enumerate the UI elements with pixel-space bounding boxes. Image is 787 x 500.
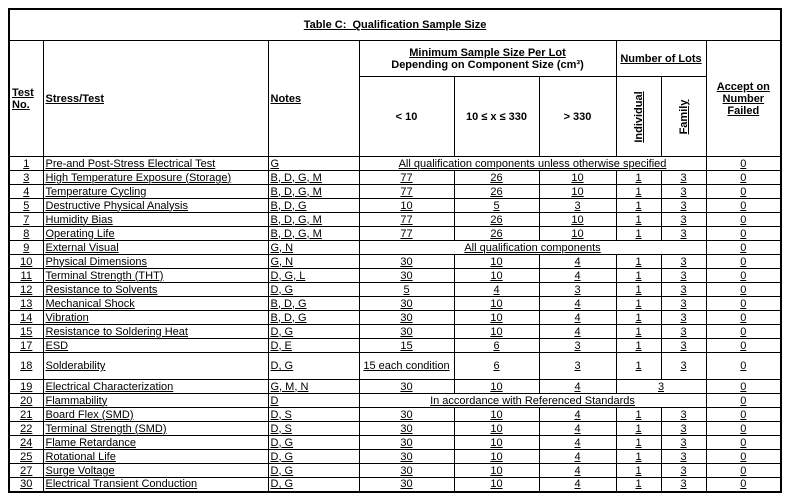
cell-notes: D, E [268,339,359,353]
cell-lots-individual: 1 [616,464,661,478]
cell-size-gt330: 3 [539,353,616,380]
cell-notes: B, D, G, M [268,227,359,241]
table-row [9,199,781,213]
cell-size-lt10: 30 [359,436,454,450]
cell-stress-test: ESD [43,339,268,353]
col-group-sample-size-line2: Depending on Component Size (cm³) [391,58,584,71]
cell-stress-test: Rotational Life [43,450,268,464]
cell-size-lt10: 30 [359,255,454,269]
cell-merged-note: All qualification components unless otherwise specified [359,157,706,171]
cell-accept-on-number-failed: 0 [706,311,781,325]
col-header-test-no: Test No. [9,41,43,157]
cell-lots-individual: 1 [616,478,661,492]
cell-accept-on-number-failed: 0 [706,353,781,380]
cell-test-no: 9 [9,241,43,255]
cell-size-gt330: 4 [539,464,616,478]
cell-test-no: 4 [9,185,43,199]
cell-stress-test: Temperature Cycling [43,185,268,199]
table-row [9,339,781,353]
table-row [9,269,781,283]
cell-size-10-330: 10 [454,311,539,325]
cell-size-10-330: 10 [454,380,539,394]
cell-lots-individual: 1 [616,199,661,213]
table-row [9,380,781,394]
cell-size-gt330: 4 [539,478,616,492]
cell-lots-family: 3 [661,478,706,492]
cell-notes: B, D, G, M [268,185,359,199]
table-row [9,325,781,339]
table-row [9,422,781,436]
cell-notes: B, D, G, M [268,171,359,185]
cell-test-no: 21 [9,408,43,422]
table-row [9,450,781,464]
cell-lots-individual: 1 [616,436,661,450]
cell-accept-on-number-failed: 0 [706,241,781,255]
cell-notes: G, N [268,241,359,255]
cell-size-10-330: 10 [454,422,539,436]
cell-test-no: 7 [9,213,43,227]
cell-lots-family: 3 [661,408,706,422]
cell-lots-family: 3 [661,269,706,283]
cell-accept-on-number-failed: 0 [706,157,781,171]
cell-lots-family: 3 [661,171,706,185]
cell-stress-test: High Temperature Exposure (Storage) [43,171,268,185]
cell-stress-test: Board Flex (SMD) [43,408,268,422]
cell-notes: B, D, G [268,297,359,311]
table-row [9,394,781,408]
cell-size-lt10: 30 [359,408,454,422]
cell-lots-individual: 1 [616,283,661,297]
qualification-sample-size-table [8,8,782,493]
cell-size-10-330: 26 [454,213,539,227]
cell-test-no: 30 [9,478,43,492]
cell-size-10-330: 6 [454,339,539,353]
cell-size-gt330: 4 [539,325,616,339]
cell-test-no: 20 [9,394,43,408]
cell-stress-test: Mechanical Shock [43,297,268,311]
cell-size-lt10: 77 [359,185,454,199]
cell-size-lt10: 5 [359,283,454,297]
cell-notes: G [268,157,359,171]
cell-accept-on-number-failed: 0 [706,380,781,394]
cell-size-10-330: 26 [454,185,539,199]
cell-lots-individual: 1 [616,213,661,227]
cell-lots-individual: 1 [616,185,661,199]
table-title: Table C: Qualification Sample Size [9,9,781,41]
table-row [9,185,781,199]
cell-notes: B, D, G [268,311,359,325]
cell-stress-test: Solderability [43,353,268,380]
cell-lots-family: 3 [661,422,706,436]
table-row [9,297,781,311]
cell-size-gt330: 10 [539,227,616,241]
cell-lots-individual: 1 [616,450,661,464]
cell-size-lt10: 77 [359,227,454,241]
cell-test-no: 13 [9,297,43,311]
cell-lots-family: 3 [661,297,706,311]
cell-accept-on-number-failed: 0 [706,325,781,339]
cell-size-10-330: 10 [454,464,539,478]
cell-test-no: 8 [9,227,43,241]
cell-stress-test: Destructive Physical Analysis [43,199,268,213]
cell-notes: D, G [268,464,359,478]
cell-accept-on-number-failed: 0 [706,213,781,227]
cell-notes: D, G [268,353,359,380]
cell-size-lt10: 77 [359,171,454,185]
col-group-sample-size-line1: Minimum Sample Size Per Lot [409,46,566,59]
cell-test-no: 1 [9,157,43,171]
cell-notes: D, G [268,450,359,464]
cell-test-no: 11 [9,269,43,283]
cell-accept-on-number-failed: 0 [706,339,781,353]
cell-accept-on-number-failed: 0 [706,185,781,199]
cell-size-lt10: 30 [359,269,454,283]
cell-size-gt330: 10 [539,213,616,227]
cell-lots-family: 3 [661,199,706,213]
col-header-lots-family [661,77,706,157]
cell-lots-individual: 1 [616,227,661,241]
cell-notes: D [268,394,359,408]
cell-size-gt330: 10 [539,171,616,185]
cell-test-no: 19 [9,380,43,394]
table-row [9,171,781,185]
cell-size-lt10: 30 [359,311,454,325]
cell-stress-test: Terminal Strength (SMD) [43,422,268,436]
cell-stress-test: Flame Retardance [43,436,268,450]
table-row [9,311,781,325]
cell-notes: D, G [268,283,359,297]
cell-test-no: 22 [9,422,43,436]
cell-accept-on-number-failed: 0 [706,422,781,436]
table-row [9,213,781,227]
cell-size-10-330: 10 [454,255,539,269]
cell-size-gt330: 3 [539,283,616,297]
cell-accept-on-number-failed: 0 [706,283,781,297]
cell-lots-family: 3 [661,436,706,450]
cell-test-no: 10 [9,255,43,269]
cell-lots-family: 3 [661,353,706,380]
cell-test-no: 12 [9,283,43,297]
cell-stress-test: Humidity Bias [43,213,268,227]
cell-size-lt10: 30 [359,450,454,464]
cell-test-no: 27 [9,464,43,478]
cell-lots-family: 3 [661,339,706,353]
table-row [9,353,781,380]
cell-size-gt330: 3 [539,339,616,353]
table-row [9,283,781,297]
cell-size-lt10: 15 [359,339,454,353]
cell-size-lt10: 30 [359,478,454,492]
cell-stress-test: Physical Dimensions [43,255,268,269]
cell-lots-individual: 1 [616,325,661,339]
cell-accept-on-number-failed: 0 [706,450,781,464]
cell-test-no: 17 [9,339,43,353]
table-row [9,241,781,255]
cell-lots-family: 3 [661,185,706,199]
cell-test-no: 18 [9,353,43,380]
cell-size-10-330: 10 [454,408,539,422]
cell-size-10-330: 26 [454,171,539,185]
cell-merged-note: All qualification components [359,241,706,255]
cell-size-gt330: 4 [539,450,616,464]
cell-size-gt330: 4 [539,408,616,422]
cell-lots-family: 3 [661,325,706,339]
cell-lots-individual: 1 [616,353,661,380]
cell-lots-individual: 1 [616,171,661,185]
cell-accept-on-number-failed: 0 [706,297,781,311]
cell-size-lt10: 77 [359,213,454,227]
cell-size-gt330: 4 [539,297,616,311]
table-row [9,436,781,450]
cell-size-lt10: 30 [359,380,454,394]
cell-lots-family: 3 [661,255,706,269]
cell-notes: D, S [268,408,359,422]
cell-lots-merged: 3 [616,380,706,394]
table-row [9,157,781,171]
cell-size-lt10: 15 each condition [359,353,454,380]
col-header-lots-family-label: Family [677,99,690,134]
cell-lots-family: 3 [661,450,706,464]
cell-stress-test: External Visual [43,241,268,255]
cell-size-lt10: 30 [359,464,454,478]
cell-lots-family: 3 [661,464,706,478]
cell-accept-on-number-failed: 0 [706,199,781,213]
cell-lots-individual: 1 [616,297,661,311]
cell-size-lt10: 30 [359,422,454,436]
table-body [9,157,781,492]
cell-size-gt330: 3 [539,199,616,213]
cell-size-gt330: 4 [539,255,616,269]
cell-notes: D, G [268,436,359,450]
cell-lots-individual: 1 [616,311,661,325]
cell-merged-note: In accordance with Referenced Standards [359,394,706,408]
cell-accept-on-number-failed: 0 [706,269,781,283]
cell-notes: D, S [268,422,359,436]
cell-lots-family: 3 [661,213,706,227]
cell-lots-individual: 1 [616,408,661,422]
cell-test-no: 5 [9,199,43,213]
cell-stress-test: Vibration [43,311,268,325]
col-header-accept-on-number-failed: Accept on Number Failed [706,41,781,157]
col-header-size-10-330: 10 ≤ x ≤ 330 [454,77,539,157]
cell-size-lt10: 10 [359,199,454,213]
cell-stress-test: Electrical Characterization [43,380,268,394]
cell-accept-on-number-failed: 0 [706,171,781,185]
cell-notes: D, G, L [268,269,359,283]
cell-size-lt10: 30 [359,297,454,311]
cell-accept-on-number-failed: 0 [706,394,781,408]
cell-size-gt330: 4 [539,269,616,283]
cell-accept-on-number-failed: 0 [706,255,781,269]
table-row [9,464,781,478]
cell-stress-test: Surge Voltage [43,464,268,478]
cell-size-10-330: 4 [454,283,539,297]
cell-stress-test: Resistance to Solvents [43,283,268,297]
cell-size-gt330: 4 [539,436,616,450]
cell-size-lt10: 30 [359,325,454,339]
col-group-number-of-lots: Number of Lots [616,41,706,77]
cell-notes: D, G [268,325,359,339]
cell-lots-individual: 1 [616,269,661,283]
cell-accept-on-number-failed: 0 [706,464,781,478]
table-row [9,227,781,241]
col-header-lots-individual [616,77,661,157]
cell-stress-test: Resistance to Soldering Heat [43,325,268,339]
cell-stress-test: Flammability [43,394,268,408]
cell-lots-family: 3 [661,283,706,297]
cell-lots-family: 3 [661,227,706,241]
table-row [9,255,781,269]
cell-size-gt330: 10 [539,185,616,199]
cell-size-gt330: 4 [539,311,616,325]
cell-notes: B, D, G [268,199,359,213]
cell-accept-on-number-failed: 0 [706,227,781,241]
cell-stress-test: Electrical Transient Conduction [43,478,268,492]
col-header-size-lt10: < 10 [359,77,454,157]
col-header-notes: Notes [268,41,359,157]
cell-notes: B, D, G, M [268,213,359,227]
cell-size-10-330: 5 [454,199,539,213]
cell-accept-on-number-failed: 0 [706,408,781,422]
cell-accept-on-number-failed: 0 [706,478,781,492]
cell-size-gt330: 4 [539,422,616,436]
cell-test-no: 3 [9,171,43,185]
cell-size-10-330: 10 [454,436,539,450]
cell-test-no: 24 [9,436,43,450]
cell-size-10-330: 10 [454,297,539,311]
cell-stress-test: Operating Life [43,227,268,241]
cell-stress-test: Pre-and Post-Stress Electrical Test [43,157,268,171]
col-header-stress-test: Stress/Test [43,41,268,157]
cell-size-10-330: 10 [454,269,539,283]
cell-test-no: 25 [9,450,43,464]
cell-size-10-330: 6 [454,353,539,380]
col-header-size-gt330: > 330 [539,77,616,157]
cell-size-gt330: 4 [539,380,616,394]
cell-stress-test: Terminal Strength (THT) [43,269,268,283]
table-row [9,408,781,422]
col-header-lots-individual-label: Individual [632,90,645,143]
table-row [9,478,781,492]
col-group-sample-size [359,41,616,77]
cell-test-no: 15 [9,325,43,339]
cell-lots-individual: 1 [616,255,661,269]
cell-size-10-330: 26 [454,227,539,241]
cell-test-no: 14 [9,311,43,325]
cell-lots-family: 3 [661,311,706,325]
cell-notes: G, M, N [268,380,359,394]
cell-accept-on-number-failed: 0 [706,436,781,450]
cell-notes: G, N [268,255,359,269]
cell-size-10-330: 10 [454,478,539,492]
cell-size-10-330: 10 [454,325,539,339]
cell-lots-individual: 1 [616,422,661,436]
cell-notes: D, G [268,478,359,492]
cell-lots-individual: 1 [616,339,661,353]
cell-size-10-330: 10 [454,450,539,464]
